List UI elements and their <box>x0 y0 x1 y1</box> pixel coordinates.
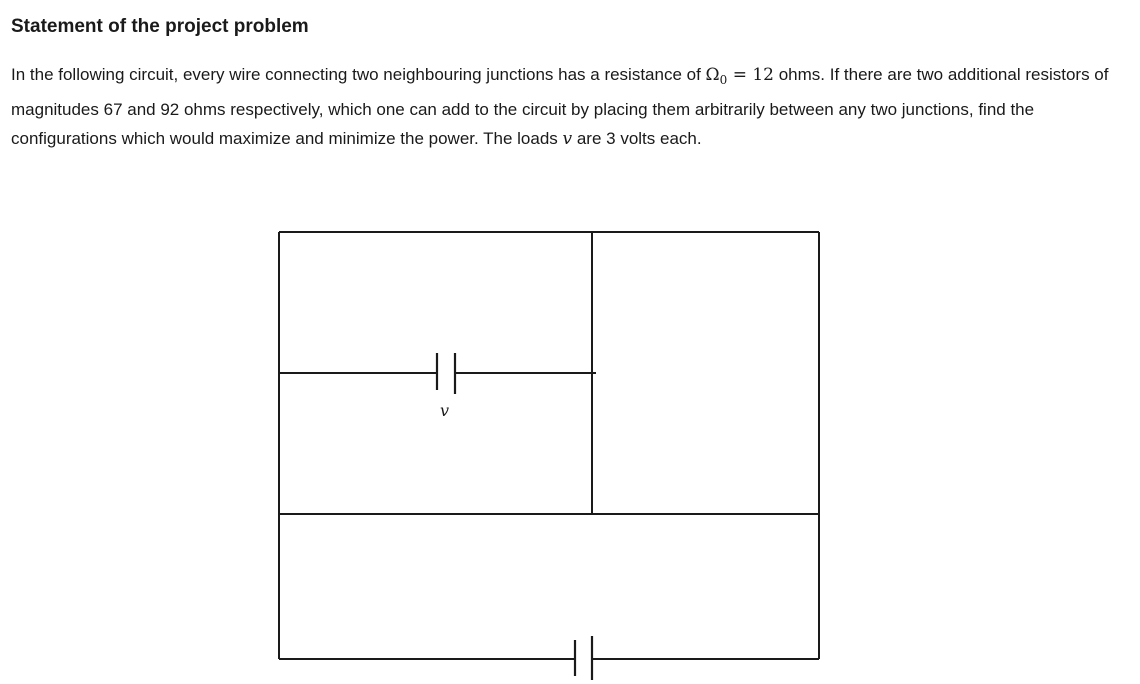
page-title: Statement of the project problem <box>11 16 309 37</box>
statement-text-1: In the following circuit, every wire connecting two neighbouring junctions has a resistance of <box>11 65 706 84</box>
source-label: v <box>440 401 450 420</box>
load-symbol: v <box>562 129 573 149</box>
omega-subscript: 0 <box>719 73 728 87</box>
statement-text-2: ohms. If there are two additional resistors of magnitudes 67 and 92 ohms respectively, which one can add to the circuit by placing them arbitrarily between any two junctions, find the configurations which would maximize and minimize the power. The loads <box>11 65 1109 148</box>
omega-symbol: Ω <box>705 65 720 85</box>
resistance-value: = 12 <box>727 65 774 85</box>
statement-text-3: are 3 volts each. <box>572 129 702 148</box>
